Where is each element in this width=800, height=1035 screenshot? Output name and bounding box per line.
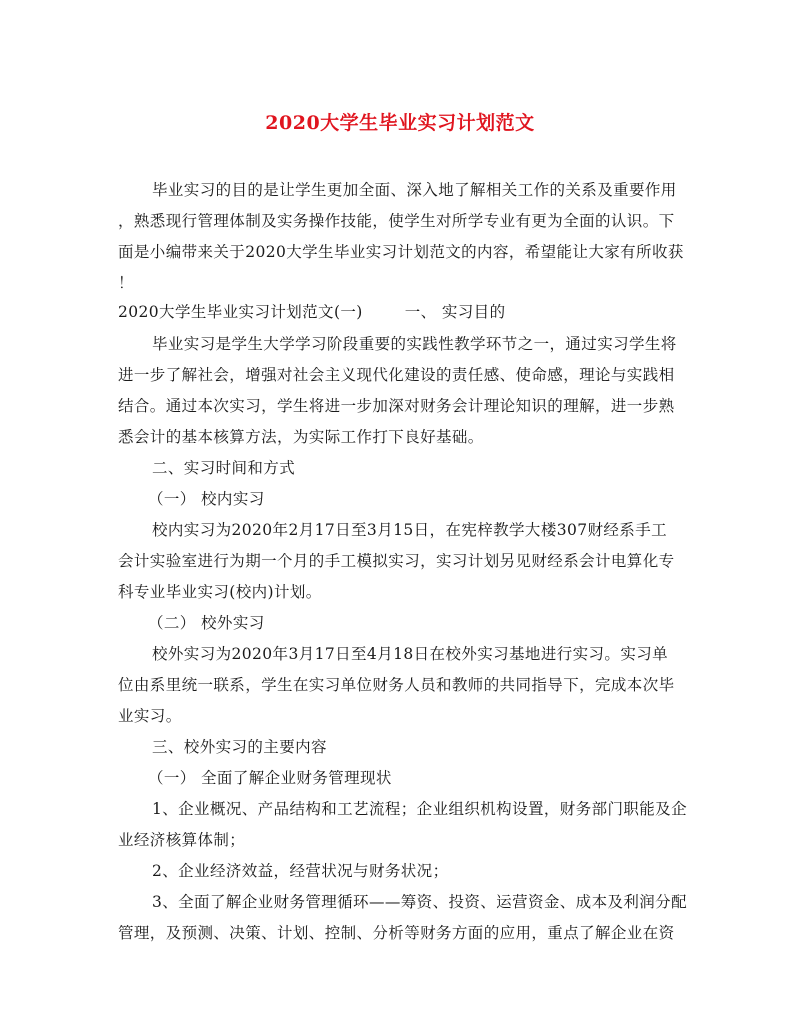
paragraph-line: 3、全面了解企业财务管理循环——筹资、投资、运营资金、成本及利润分配 — [152, 893, 687, 911]
subsection-title: 一、 实习目的 — [404, 303, 506, 321]
subsection-heading: （二） 校外实习 — [148, 614, 265, 632]
paragraph-line: 毕业实习的目的是让学生更加全面、深入地了解相关工作的关系及重要作用 — [152, 181, 677, 199]
paragraph-line: 校内实习为2020年2月17日至3月15日，在宪梓教学大楼307财经系手工 — [152, 521, 668, 539]
paragraph-line: ，熟悉现行管理体制及实务操作技能，使学生对所学专业有更为全面的认识。下 — [118, 212, 675, 230]
section-title: 2020大学生毕业实习计划范文(一) — [118, 303, 363, 321]
paragraph-line: 面是小编带来关于2020大学生毕业实习计划范文的内容，希望能让大家有所收获 — [118, 243, 684, 261]
paragraph-line: 1、企业概况、产品结构和工艺流程；企业组织机构设置，财务部门职能及企 — [152, 800, 687, 818]
subsection-heading: （一） 全面了解企业财务管理现状 — [148, 769, 392, 787]
paragraph-line: 2、企业经济效益，经营状况与财务状况； — [152, 862, 449, 880]
section-heading-line — [118, 300, 505, 322]
paragraph-line: ！ — [118, 274, 134, 292]
document-title: 2020大学生毕业实习计划范文 — [265, 112, 535, 134]
subsection-heading: 三、校外实习的主要内容 — [152, 738, 327, 756]
paragraph-line: 位由系里统一联系，学生在实习单位财务人员和教师的共同指导下，完成本次毕 — [118, 676, 675, 694]
paragraph-line: 进一步了解社会，增强对社会主义现代化建设的责任感、使命感，理论与实践相 — [118, 366, 675, 384]
paragraph-line: 科专业毕业实习(校内)计划。 — [118, 583, 322, 601]
paragraph-line: 结合。通过本次实习，学生将进一步加深对财务会计理论知识的理解，进一步熟 — [118, 397, 675, 415]
subsection-heading: 二、实习时间和方式 — [152, 459, 296, 477]
subsection-heading: （一） 校内实习 — [148, 490, 265, 508]
paragraph-line: 校外实习为2020年3月17日至4月18日在校外实习基地进行实习。实习单 — [152, 645, 669, 663]
paragraph-line: 管理，及预测、决策、计划、控制、分析等财务方面的应用，重点了解企业在资 — [118, 924, 675, 942]
paragraph-line: 毕业实习是学生大学学习阶段重要的实践性教学环节之一，通过实习学生将 — [152, 335, 677, 353]
paragraph-line: 业实习。 — [118, 707, 182, 725]
paragraph-line: 业经济核算体制； — [118, 831, 246, 849]
paragraph-line: 悉会计的基本核算方法，为实际工作打下良好基础。 — [118, 428, 484, 446]
paragraph-line: 会计实验室进行为期一个月的手工模拟实习，实习计划另见财经系会计电算化专 — [118, 552, 675, 570]
